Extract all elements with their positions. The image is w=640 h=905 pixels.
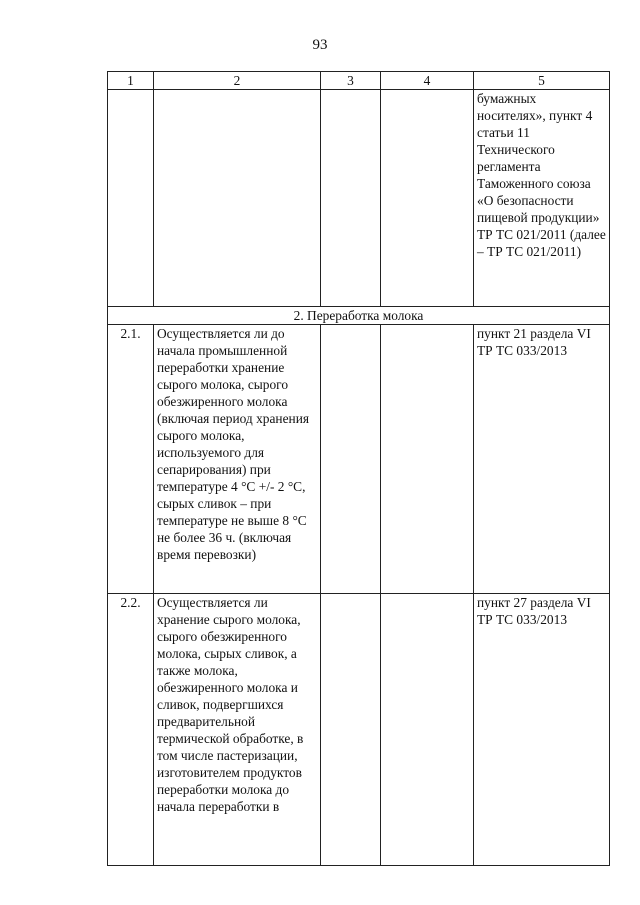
table-cell (381, 594, 474, 866)
table-header-row (108, 72, 610, 90)
row-number: 2.2. (108, 594, 154, 866)
column-header: 4 (381, 72, 474, 90)
section-heading-row (108, 307, 610, 325)
section-heading: 2. Переработка молока (108, 307, 610, 325)
legal-reference-cell: пункт 21 раздела VI ТР ТС 033/2013 (474, 325, 610, 594)
requirements-table (107, 71, 610, 866)
column-header: 3 (321, 72, 381, 90)
table-cell (321, 325, 381, 594)
question-cell: Осуществляется ли хранение сырого молока, сырого обезжиренного молока, сырых сливок, а также молока, обезжиренного молока и сливок, подвергшихся предварительной термической обработке, в том числе пастеризации, изготовителем продуктов переработки молока до начала переработки в (154, 594, 321, 866)
table-cell (321, 594, 381, 866)
table-cell (321, 90, 381, 307)
question-cell: Осуществляется ли до начала промышленной переработки хранение сырого молока, сырого обезжиренного молока (включая период хранения сырого молока, используемого для сепарирования) при температуре 4 °С +/- 2 °С, сырых сливок – при температуре не выше 8 °С не более 36 ч. (включая время перевозки) (154, 325, 321, 594)
legal-reference-cell: бумажных носителях», пункт 4 статьи 11 Технического регламента Таможенного союза «О безопасности пищевой продукции» ТР ТС 021/2011 (далее – ТР ТС 021/2011) (474, 90, 610, 307)
column-header: 2 (154, 72, 321, 90)
table-row (108, 594, 610, 866)
table-row (108, 325, 610, 594)
table-cell (154, 90, 321, 307)
table-cell (108, 90, 154, 307)
legal-reference-cell: пункт 27 раздела VI ТР ТС 033/2013 (474, 594, 610, 866)
page-number: 93 (312, 37, 328, 53)
column-header: 5 (474, 72, 610, 90)
table-row (108, 90, 610, 307)
column-header: 1 (108, 72, 154, 90)
row-number: 2.1. (108, 325, 154, 594)
table-cell (381, 90, 474, 307)
table-cell (381, 325, 474, 594)
